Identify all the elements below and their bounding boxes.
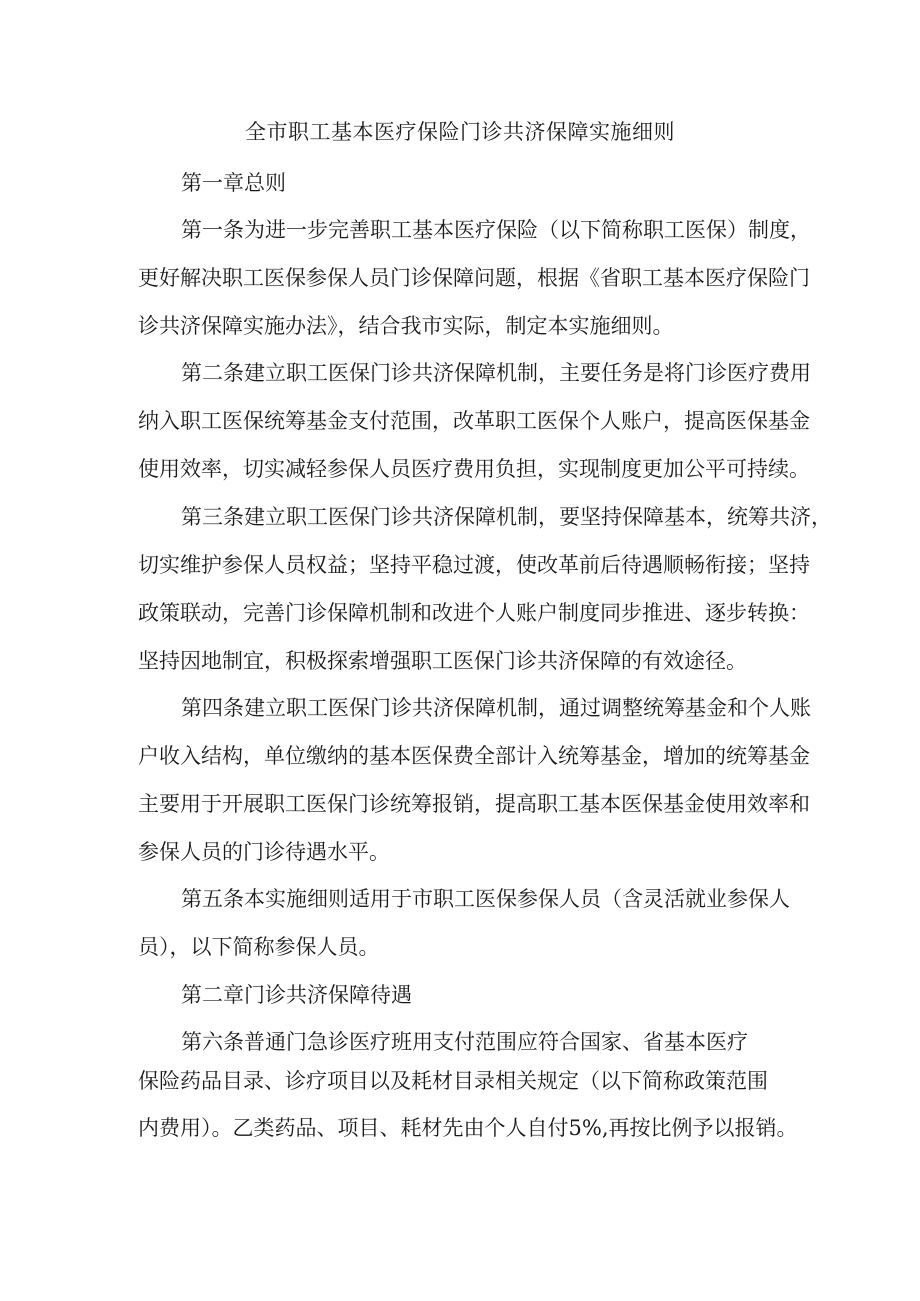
chapter-heading: 第二章门诊共济保障待遇 bbox=[181, 983, 412, 1007]
paragraph-line: 第一条为进一步完善职工基本医疗保险（以下简称职工医保）制度， bbox=[181, 218, 811, 242]
paragraph-line: 参保人员的门诊待遇水平。 bbox=[138, 840, 390, 864]
paragraph-line: 切实维护参保人员权益；坚持平稳过渡，使改革前后待遇顺畅衔接；坚持 bbox=[138, 553, 810, 577]
paragraph-line: 员），以下简称参保人员。 bbox=[138, 935, 380, 959]
paragraph-line: 坚持因地制宜，积极探索增强职工医保门诊共济保障的有效途径。 bbox=[138, 649, 747, 673]
chapter-heading: 第一章总则 bbox=[181, 171, 286, 195]
paragraph-line: 保险药品目录、诊疗项目以及耗材目录相关规定（以下简称政策范围 bbox=[138, 1069, 768, 1093]
paragraph-line: 内费用）。乙类药品、项目、耗材先由个人自付5%,再按比例予以报销。 bbox=[138, 1116, 798, 1140]
paragraph-line: 纳入职工医保统筹基金支付范围，改革职工医保个人账户，提高医保基金 bbox=[138, 409, 810, 433]
paragraph-line: 第四条建立职工医保门诊共济保障机制，通过调整统筹基金和个人账 bbox=[181, 696, 811, 720]
paragraph-line: 第六条普通门急诊医疗班用支付范围应符合国家、省基本医疗 bbox=[181, 1030, 748, 1054]
paragraph-line: 更好解决职工医保参保人员门诊保障问题，根据《省职工基本医疗保险门 bbox=[138, 266, 810, 290]
paragraph-line: 第二条建立职工医保门诊共济保障机制，主要任务是将门诊医疗费用 bbox=[181, 361, 811, 385]
paragraph-line: 主要用于开展职工医保门诊统筹报销，提高职工基本医保基金使用效率和 bbox=[138, 792, 810, 816]
paragraph-line: 使用效率，切实减轻参保人员医疗费用负担，实现制度更加公平可持续。 bbox=[138, 457, 810, 481]
document-title: 全市职工基本医疗保险门诊共济保障实施细则 bbox=[245, 120, 675, 144]
paragraph-line: 政策联动，完善门诊保障机制和改进个人账户制度同步推进、逐步转换： bbox=[138, 601, 810, 625]
paragraph-line: 第五条本实施细则适用于市职工医保参保人员（含灵活就业参保人 bbox=[181, 887, 790, 911]
paragraph-line: 诊共济保障实施办法》，结合我市实际，制定本实施细则。 bbox=[138, 314, 674, 338]
paragraph-line: 户收入结构，单位缴纳的基本医保费全部计入统筹基金，增加的统筹基金 bbox=[138, 744, 810, 768]
paragraph-line: 第三条建立职工医保门诊共济保障机制，要坚持保障基本，统筹共济， bbox=[181, 505, 832, 529]
